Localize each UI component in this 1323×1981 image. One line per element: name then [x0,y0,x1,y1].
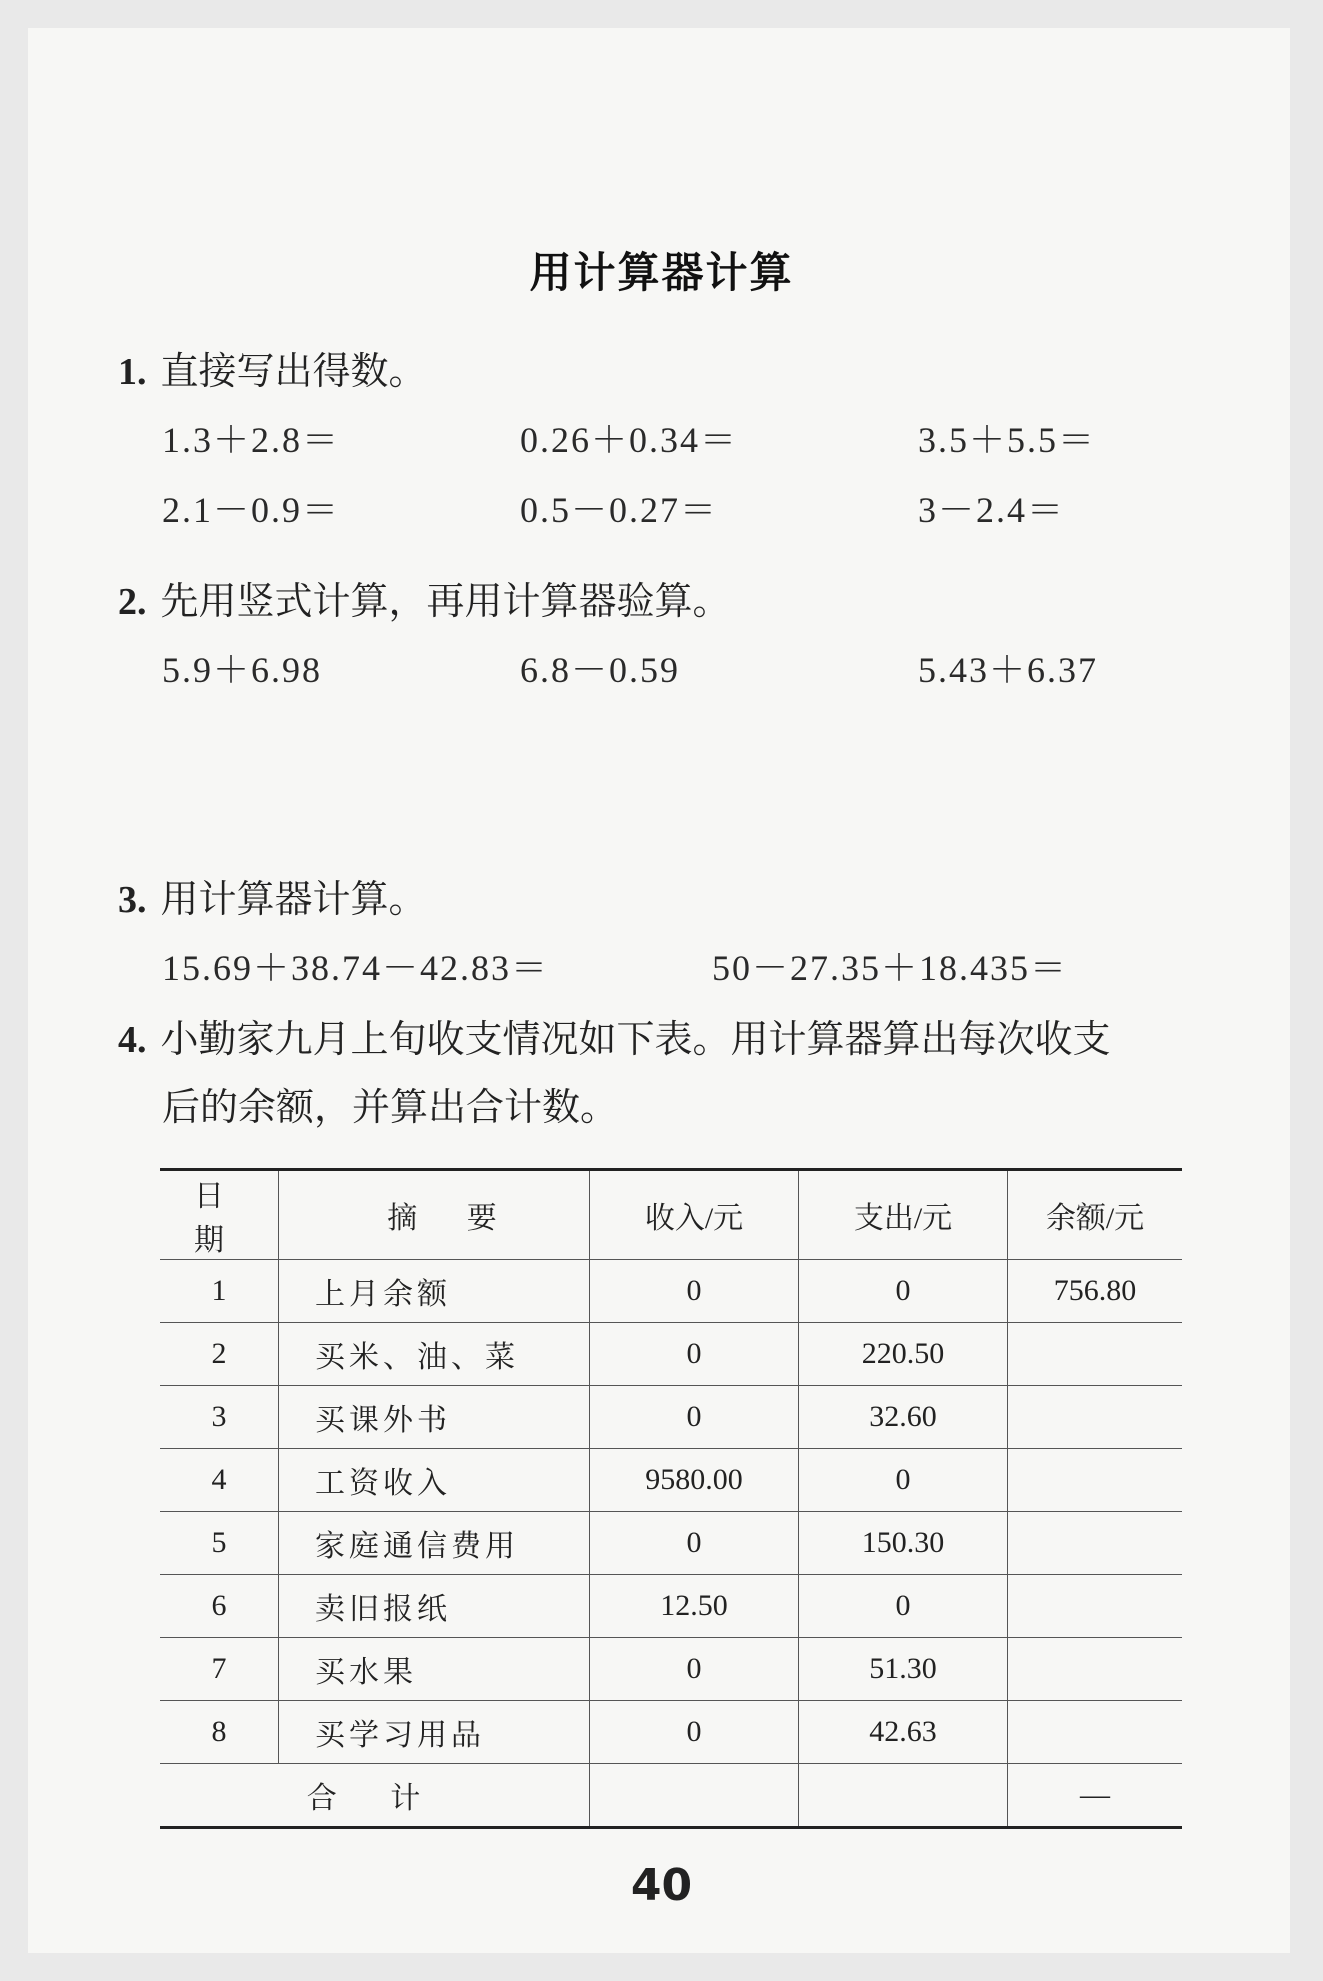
income-expense-table [160,1168,1182,1829]
cell-date: 5 [160,1512,279,1575]
expression: 15.69＋38.74－42.83＝ [162,948,550,988]
question-text-line-1: 小勤家九月上旬收支情况如下表。用计算器算出每次收支 [160,1017,1111,1061]
page-title: 用计算器计算 [529,248,794,297]
question-text: 先用竖式计算，再用计算器验算。 [160,579,731,623]
cell-expense: 42.63 [799,1701,1008,1764]
cell-income: 0 [590,1323,799,1386]
header-expense: 支出/元 [799,1170,1008,1260]
header-summary: 摘 要 [279,1170,590,1260]
question-number: 4. [118,1019,147,1061]
cell-income: 0 [590,1260,799,1323]
cell-summary: 家庭通信费用 [279,1512,590,1575]
cell-income: 0 [590,1512,799,1575]
table-row [160,1638,1182,1701]
total-balance: — [1008,1764,1183,1828]
cell-date: 7 [160,1638,279,1701]
table-row [160,1260,1182,1323]
table-row [160,1323,1182,1386]
cell-balance[interactable]: 756.80 [1008,1260,1183,1323]
cell-date: 1 [160,1260,279,1323]
total-expense[interactable] [799,1764,1008,1828]
cell-balance[interactable] [1008,1449,1183,1512]
expression: 1.3＋2.8＝ [162,420,341,460]
cell-summary: 工资收入 [279,1449,590,1512]
question-number: 3. [118,879,147,921]
question-text: 直接写出得数。 [160,349,427,393]
expression: 50－27.35＋18.435＝ [712,948,1069,988]
cell-income: 9580.00 [590,1449,799,1512]
question-text: 用计算器计算。 [160,877,427,921]
header-income: 收入/元 [590,1170,799,1260]
question-4-line-2: 后的余额，并算出合计数。 [162,1085,619,1129]
cell-expense: 32.60 [799,1386,1008,1449]
cell-summary: 卖旧报纸 [279,1575,590,1638]
cell-expense: 0 [799,1575,1008,1638]
cell-balance[interactable] [1008,1638,1183,1701]
cell-expense: 220.50 [799,1323,1008,1386]
question-2 [118,570,731,625]
cell-summary: 买米、油、菜 [279,1323,590,1386]
question-4 [118,1008,1111,1063]
table-row [160,1386,1182,1449]
cell-expense: 0 [799,1449,1008,1512]
cell-balance[interactable] [1008,1323,1183,1386]
cell-balance[interactable] [1008,1575,1183,1638]
cell-expense: 150.30 [799,1512,1008,1575]
cell-summary: 买水果 [279,1638,590,1701]
question-number: 1. [118,351,147,393]
table-row [160,1575,1182,1638]
total-row [160,1764,1182,1828]
question-1 [118,340,427,395]
expression: 2.1－0.9＝ [162,490,341,530]
table-row [160,1449,1182,1512]
cell-income: 0 [590,1701,799,1764]
expression: 0.5－0.27＝ [520,490,719,530]
table-header-row [160,1170,1182,1260]
cell-balance[interactable] [1008,1512,1183,1575]
cell-date: 4 [160,1449,279,1512]
expression: 6.8－0.59 [520,650,681,690]
total-label: 合 计 [160,1764,590,1828]
expression: 3.5＋5.5＝ [918,420,1097,460]
expression: 5.9＋6.98 [162,650,323,690]
cell-date: 8 [160,1701,279,1764]
table-row [160,1701,1182,1764]
question-3 [118,868,427,923]
cell-balance[interactable] [1008,1386,1183,1449]
expression: 0.26＋0.34＝ [520,420,739,460]
header-balance: 余额/元 [1008,1170,1183,1260]
header-date: 日 期 [160,1170,279,1260]
page-number: 40 [630,1860,693,1911]
cell-date: 2 [160,1323,279,1386]
cell-date: 6 [160,1575,279,1638]
cell-income: 12.50 [590,1575,799,1638]
cell-summary: 上月余额 [279,1260,590,1323]
expression: 3－2.4＝ [918,490,1066,530]
cell-expense: 0 [799,1260,1008,1323]
cell-balance[interactable] [1008,1701,1183,1764]
cell-date: 3 [160,1386,279,1449]
total-income[interactable] [590,1764,799,1828]
expression: 5.43＋6.37 [918,650,1099,690]
cell-summary: 买学习用品 [279,1701,590,1764]
cell-income: 0 [590,1638,799,1701]
cell-summary: 买课外书 [279,1386,590,1449]
cell-income: 0 [590,1386,799,1449]
table-row [160,1512,1182,1575]
cell-expense: 51.30 [799,1638,1008,1701]
question-number: 2. [118,581,147,623]
